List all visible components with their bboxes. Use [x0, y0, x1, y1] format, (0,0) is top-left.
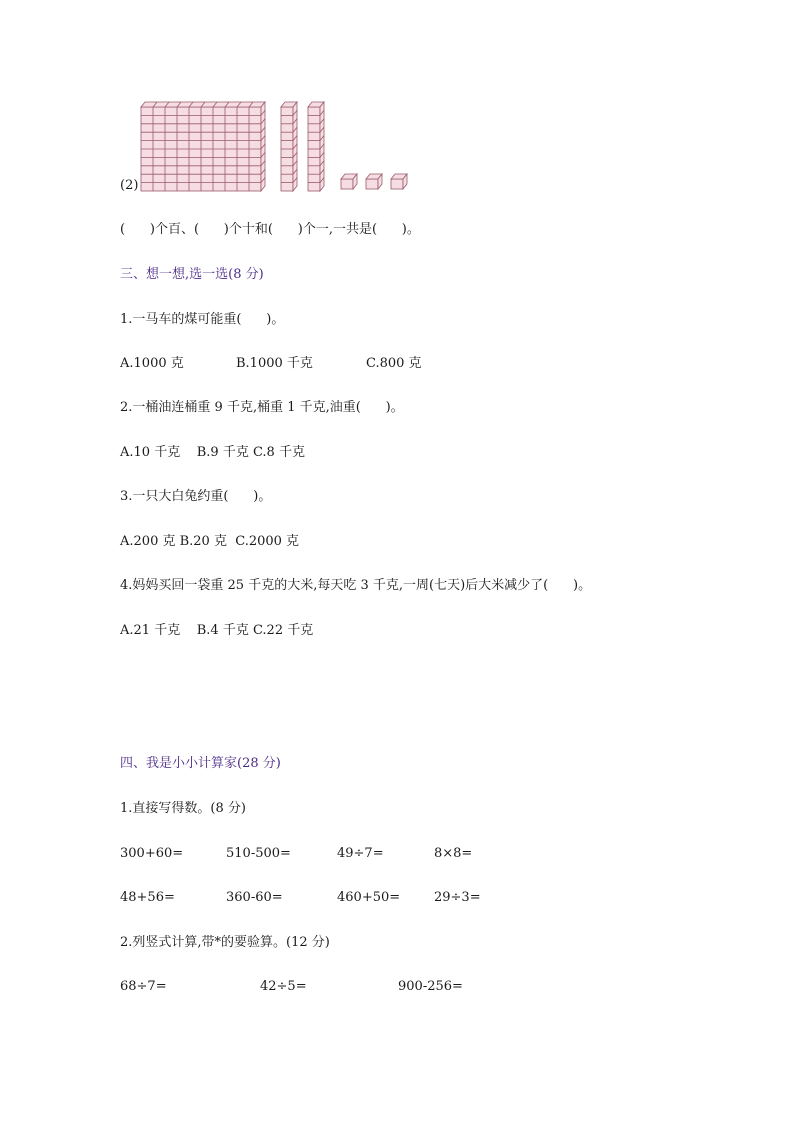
base-ten-blocks-figure: [118, 96, 418, 200]
vertical-calc-item: 68÷7=: [120, 979, 167, 994]
q3-3-stem: 3.一只大白兔约重( )。: [120, 489, 272, 504]
ten-rod: [281, 102, 297, 191]
section4-heading: 四、我是小小计算家(28 分): [120, 756, 281, 771]
q3-3-options: A.200 克 B.20 克 C.2000 克: [120, 534, 300, 549]
q3-2-options: A.10 千克 B.9 千克 C.8 千克: [120, 445, 305, 460]
one-cube: [341, 174, 357, 189]
part1-title: 1.直接写得数。(8 分): [120, 801, 246, 816]
q3-1-option-a: A.1000 克: [120, 356, 184, 371]
calc-item: 300+60=: [120, 846, 184, 861]
q3-1-option-c: C.800 克: [366, 356, 422, 371]
q3-1-stem: 1.一马车的煤可能重( )。: [120, 312, 285, 327]
q3-2-stem: 2.一桶油连桶重 9 千克,桶重 1 千克,油重( )。: [120, 400, 404, 415]
calc-item: 460+50=: [337, 890, 401, 905]
part2-title: 2.列竖式计算,带*的要验算。(12 分): [120, 935, 330, 950]
q3-1-option-b: B.1000 千克: [236, 356, 313, 371]
one-cube: [391, 174, 407, 189]
ten-rod: [308, 102, 324, 191]
calc-item: 49÷7=: [337, 846, 384, 861]
q3-4-options: A.21 千克 B.4 千克 C.22 千克: [120, 623, 314, 638]
calc-item: 48+56=: [120, 890, 175, 905]
section3-heading: 三、想一想,选一选(8 分): [120, 267, 264, 282]
hundred-block: [141, 102, 265, 191]
calc-item: 8×8=: [434, 846, 473, 861]
vertical-calc-item: 42÷5=: [260, 979, 307, 994]
calc-item: 360-60=: [226, 890, 283, 905]
q3-4-stem: 4.妈妈买回一袋重 25 千克的大米,每天吃 3 千克,一周(七天)后大米减少了( )。: [120, 578, 592, 593]
figure-label: (2): [120, 178, 139, 193]
one-cube: [366, 174, 382, 189]
calc-item: 29÷3=: [434, 890, 481, 905]
base-ten-blocks-svg: [118, 96, 418, 196]
calc-item: 510-500=: [226, 846, 291, 861]
q2-fill-blank: ( )个百、( )个十和( )个一,一共是( )。: [120, 222, 420, 237]
vertical-calc-item: 900-256=: [398, 979, 463, 994]
